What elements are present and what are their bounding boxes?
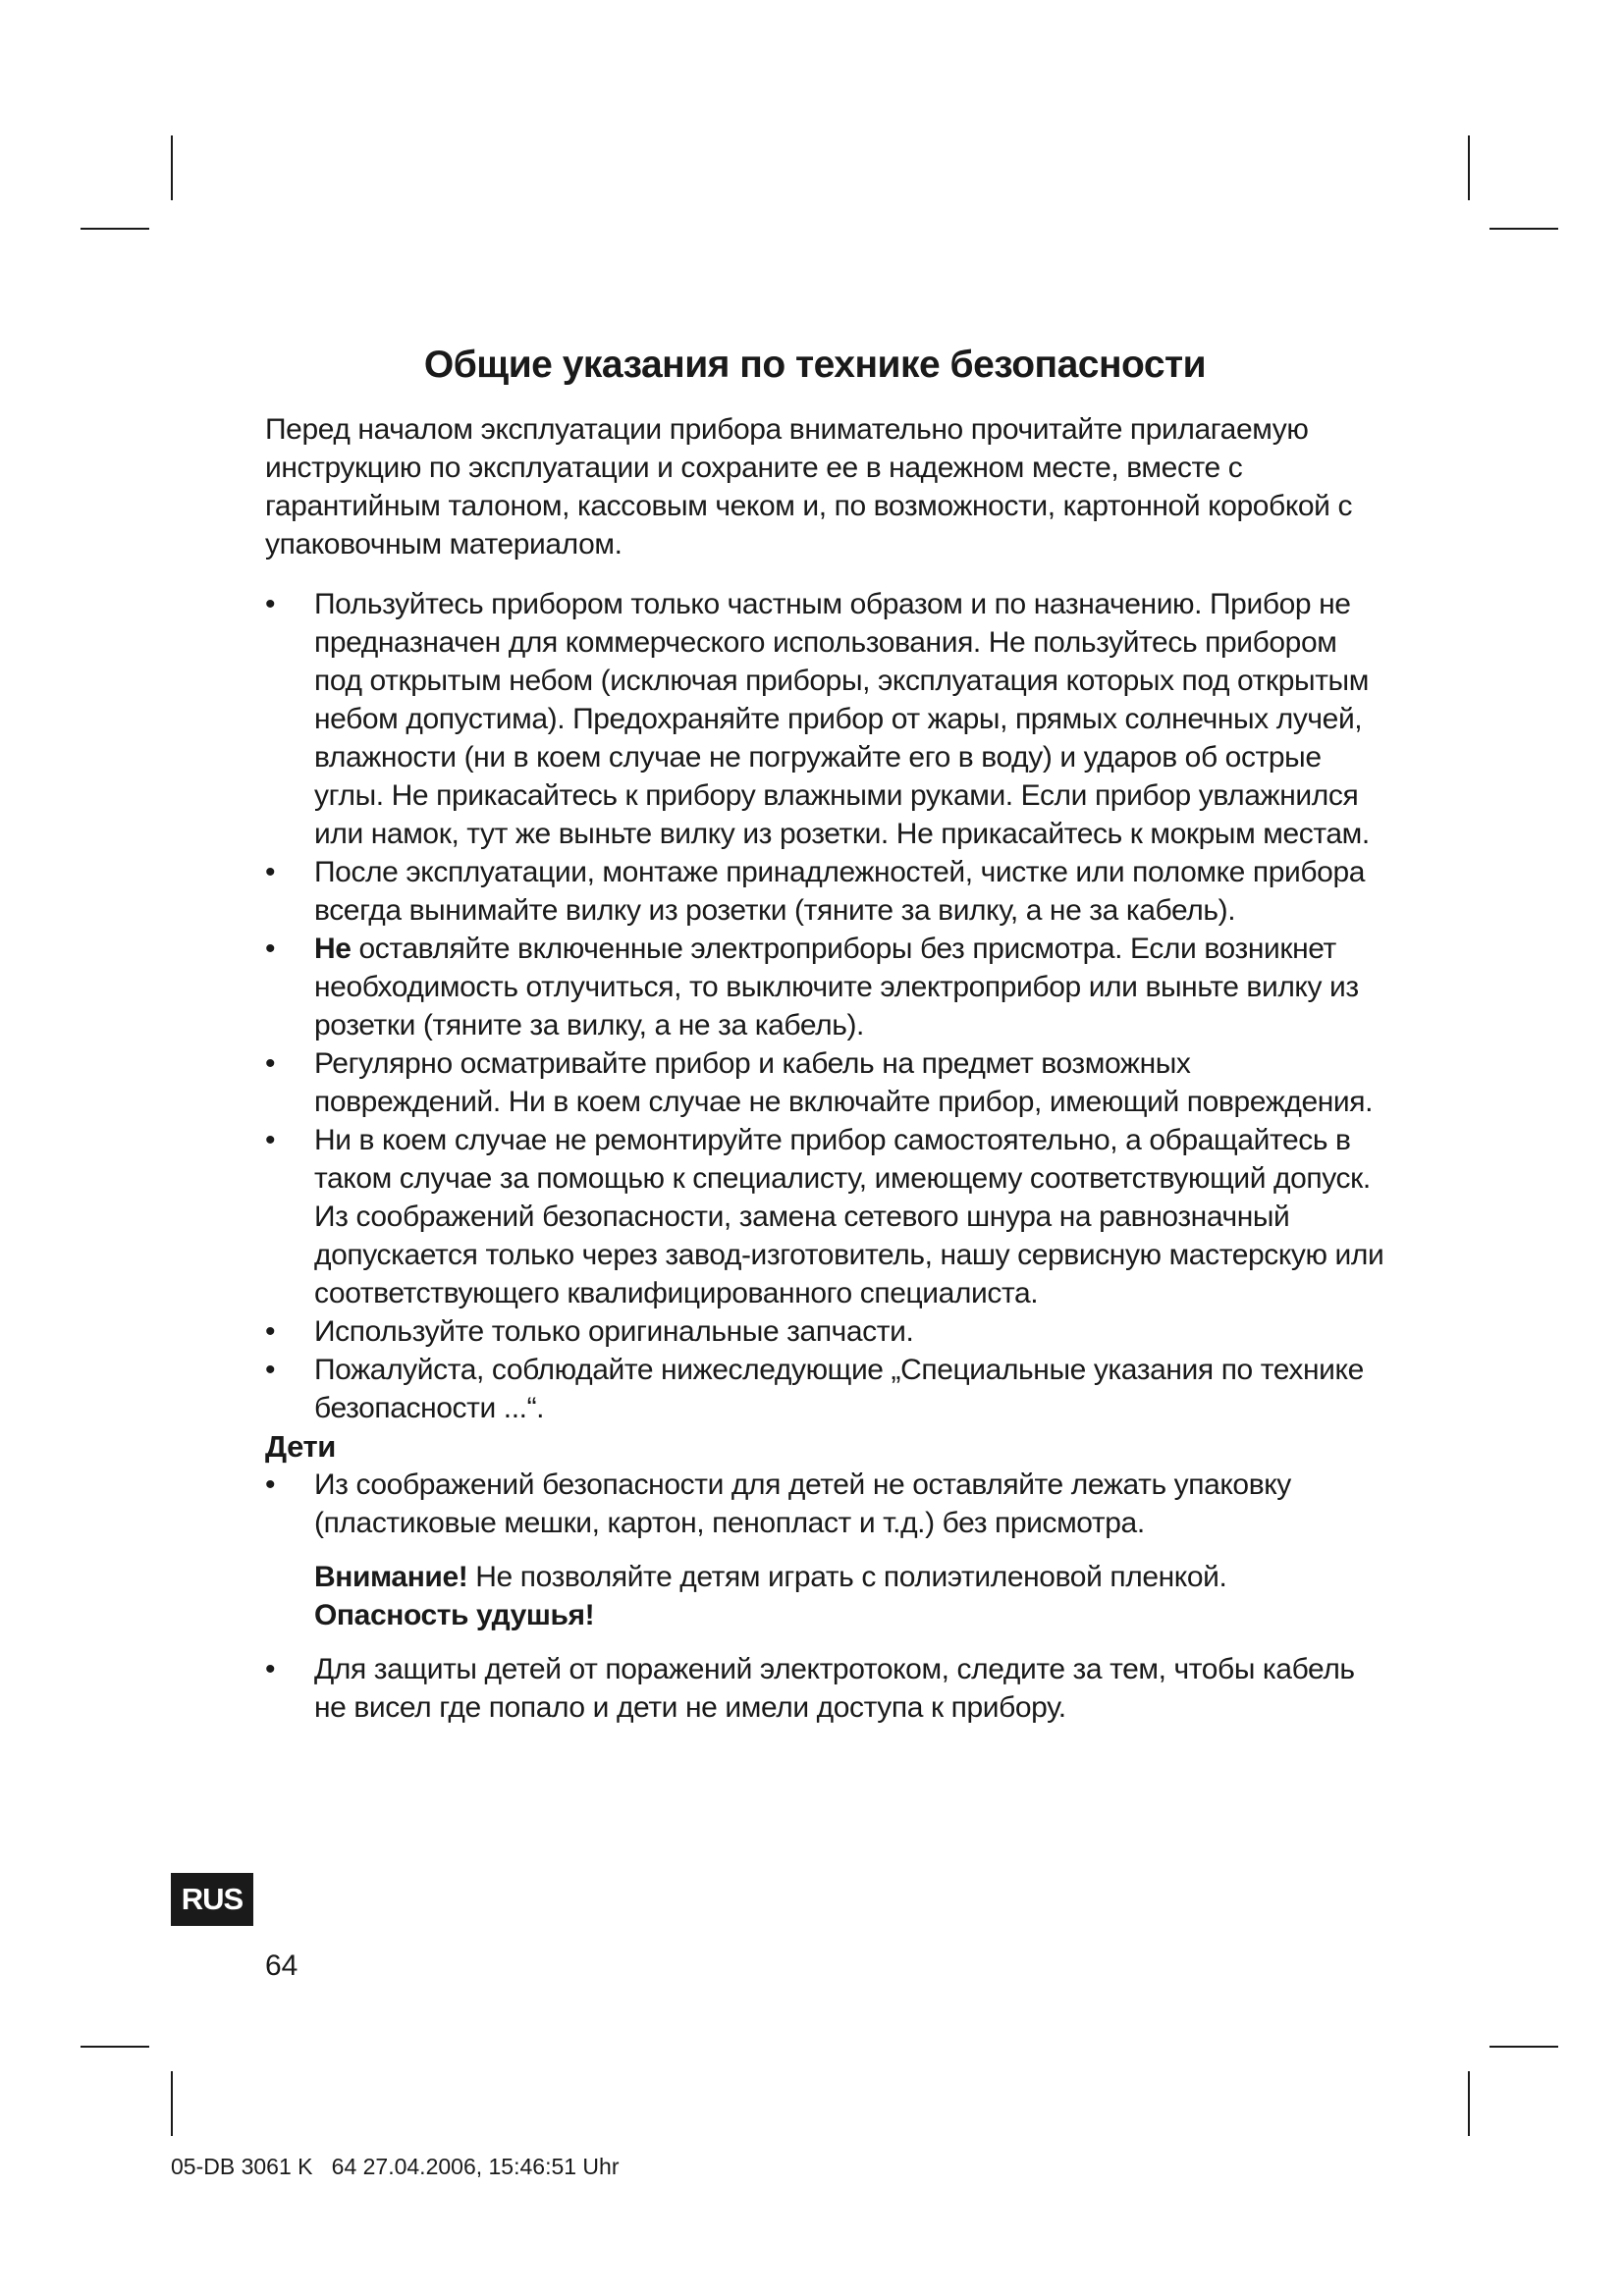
list-item bbox=[265, 1650, 1384, 1727]
warning-paragraph bbox=[265, 1558, 1384, 1634]
crop-mark bbox=[171, 135, 173, 200]
crop-mark bbox=[1489, 2046, 1558, 2048]
list-item-text: После эксплуатации, монтаже принадлежностей, чистке или поломке прибора всегда вынимайте вилку из розетки (тяните за вилку, а не за кабель). bbox=[314, 856, 1366, 927]
bullet-icon: • bbox=[265, 1653, 276, 1685]
list-item-text: Используйте только оригинальные запчасти. bbox=[314, 1315, 914, 1348]
language-badge: RUS bbox=[171, 1873, 253, 1926]
list-item bbox=[265, 585, 1384, 853]
warning-emphasis: Опасность удушья! bbox=[314, 1599, 595, 1631]
crop-mark bbox=[81, 228, 149, 230]
page-number: 64 bbox=[265, 1949, 298, 1982]
crop-mark bbox=[171, 2071, 173, 2136]
list-item bbox=[265, 853, 1384, 930]
list-item-text: оставляйте включенные электроприборы без присмотра. Если возникнет необходимость отлучиться, то выключите электроприбор или выньте вилку из розетки (тяните за вилку, а не за кабель). bbox=[314, 933, 1359, 1041]
safety-list bbox=[265, 585, 1384, 1427]
page-title: Общие указания по технике безопасности bbox=[423, 344, 1207, 386]
list-item-text: Из соображений безопасности для детей не оставляйте лежать упаковку (пластиковые мешки, картон, пенопласт и т.д.) без присмотра. bbox=[314, 1468, 1291, 1539]
list-item bbox=[265, 1312, 1384, 1351]
bullet-icon: • bbox=[265, 933, 276, 965]
list-item bbox=[265, 930, 1384, 1044]
list-item-text: Регулярно осматривайте прибор и кабель на предмет возможных повреждений. Ни в коем случае не включайте прибор, имеющий повреждения. bbox=[314, 1047, 1374, 1118]
children-list bbox=[265, 1466, 1384, 1542]
warning-label: Внимание! bbox=[314, 1561, 468, 1593]
list-item-text: Ни в коем случае не ремонтируйте прибор самостоятельно, а обращайтесь в таком случае за помощью к специалисту, имеющему соответствующий допуск. Из соображений безопасности, замена сетевого шнура на равнозначный допускается только через завод-изготовитель, нашу сервисную мастерскую или соответствующего квалифицированного специалиста. bbox=[314, 1124, 1384, 1309]
crop-mark bbox=[1468, 135, 1470, 200]
crop-mark bbox=[1468, 2071, 1470, 2136]
bullet-icon: • bbox=[265, 1124, 276, 1156]
list-item-text: Пользуйтесь прибором только частным образом и по назначению. Прибор не предназначен для коммерческого использования. Не пользуйтесь прибором под открытым небом (исключая приборы, эксплуатация которых под открытым небом допустима). Предохраняйте прибор от жары, прямых солнечных лучей, влажности (ни в коем случае не погружайте его в воду) и ударов об острые углы. Не прикасайтесь к прибору влажными руками. Если прибор увлажнился или намок, тут же выньте вилку из розетки. Не прикасайтесь к мокрым местам. bbox=[314, 588, 1370, 850]
bullet-icon: • bbox=[265, 1468, 276, 1501]
bullet-icon: • bbox=[265, 856, 276, 888]
bullet-icon: • bbox=[265, 1315, 276, 1348]
list-item bbox=[265, 1466, 1384, 1542]
list-item bbox=[265, 1351, 1384, 1427]
bullet-icon: • bbox=[265, 588, 276, 620]
list-item-text: Пожалуйста, соблюдайте нижеследующие „Специальные указания по технике безопасности ...“. bbox=[314, 1354, 1364, 1424]
content bbox=[265, 410, 1384, 1727]
list-item-lead: Не bbox=[314, 933, 352, 965]
children-list-2 bbox=[265, 1650, 1384, 1727]
list-item-text: Для защиты детей от поражений электротоком, следите за тем, чтобы кабель не висел где попало и дети не имели доступа к прибору. bbox=[314, 1653, 1355, 1724]
list-item bbox=[265, 1044, 1384, 1121]
bullet-icon: • bbox=[265, 1354, 276, 1386]
list-item bbox=[265, 1121, 1384, 1312]
print-footer: 05-DB 3061 K 64 27.04.2006, 15:46:51 Uhr bbox=[171, 2154, 620, 2179]
section-heading-children: Дети bbox=[265, 1429, 336, 1464]
warning-text: Не позволяйте детям играть с полиэтиленовой пленкой. bbox=[467, 1561, 1227, 1593]
crop-mark bbox=[81, 2046, 149, 2048]
intro-paragraph: Перед началом эксплуатации прибора внимательно прочитайте прилагаемую инструкцию по эксплуатации и сохраните ее в надежном месте, вместе с гарантийным талоном, кассовым чеком и, по возможности, картонной коробкой с упаковочным материалом. bbox=[265, 413, 1353, 561]
bullet-icon: • bbox=[265, 1047, 276, 1080]
crop-mark bbox=[1489, 228, 1558, 230]
